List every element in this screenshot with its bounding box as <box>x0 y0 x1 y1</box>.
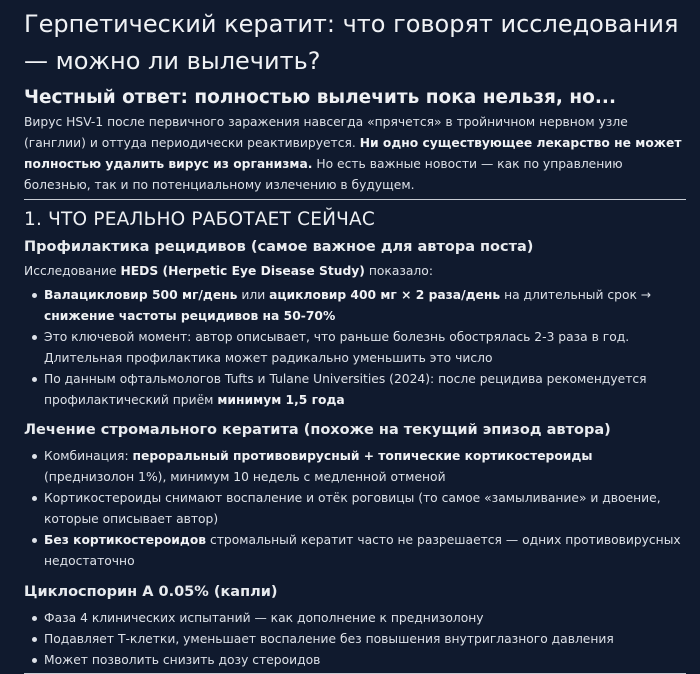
list-item <box>44 285 686 327</box>
cyclosporine-list <box>24 608 686 671</box>
list-item: Подавляет Т-клетки, уменьшает воспаление без повышения внутриглазного давления <box>44 629 686 650</box>
list-item-text: Кортикостероиды снимают воспаление и отёк роговицы (то самое «замыливание» и двоение, которые описывает автор) <box>44 491 661 526</box>
list-item-text: или <box>237 288 270 302</box>
prophylaxis-heading: Профилактика рецидивов (самое важное для автора поста) <box>24 239 534 255</box>
list-item-text: (преднизолон 1%), минимум 10 недель с медленной отменой <box>44 470 446 484</box>
stromal-heading: Лечение стромального кератита (похоже на текущий эпизод автора) <box>24 422 611 438</box>
list-item-text: Это ключевой момент: автор описывает, что раньше болезнь обострялась 2-3 раза в год. Длительная профилактика может радикально уменьшить это число <box>44 330 630 365</box>
study-name: HEDS (Herpetic Eye Disease Study) <box>120 264 365 278</box>
answer-heading: Честный ответ: полностью вылечить пока нельзя, но... <box>24 87 616 108</box>
study-prefix: Исследование <box>24 264 121 278</box>
duration-bold: минимум 1,5 года <box>217 393 345 407</box>
intro-text-1: Вирус HSV-1 после первичного заражения навсегда «прячется» в тройничном нервном узле (ганглии) и оттуда периодически реактивируется. <box>24 115 628 150</box>
list-item: Может позволить снизить дозу стероидов <box>44 650 686 671</box>
list-item <box>44 369 686 411</box>
study-paragraph <box>24 261 686 282</box>
intro-text-2: Но есть важные новости — как по управлению болезнью, так и по потенциальному излечению в будущем. <box>24 157 623 192</box>
list-item <box>44 488 686 530</box>
list-item: Фаза 4 клинических испытаний — как дополнение к преднизолону <box>44 608 686 629</box>
study-suffix: показало: <box>364 264 433 278</box>
list-item <box>44 327 686 369</box>
list-item-text: Комбинация: <box>44 449 133 463</box>
list-item-text: на длительный срок → <box>500 288 652 302</box>
cyclosporine-heading: Циклоспорин А 0.05% (капли) <box>24 584 278 600</box>
divider <box>24 199 686 200</box>
drug-acyclovir: ацикловир 400 мг × 2 раза/день <box>269 288 501 302</box>
prophylaxis-list <box>24 285 686 411</box>
intro-paragraph <box>24 112 686 196</box>
no-steroids-bold: Без кортикостероидов <box>44 533 207 547</box>
page-title: Герпетический кератит: что говорят исследования — можно ли вылечить? <box>24 10 679 75</box>
intro-bold: Ни одно существующее лекарство не может полностью удалить вирус из организма. <box>24 136 682 171</box>
list-item <box>44 530 686 572</box>
combination-bold: пероральный противовирусный + топические кортикостероиды <box>132 449 593 463</box>
stromal-list <box>24 446 686 572</box>
drug-valacyclovir: Валацикловир 500 мг/день <box>44 288 238 302</box>
recurrence-reduction: снижение частоты рецидивов на 50-70% <box>44 309 336 323</box>
list-item <box>44 446 686 488</box>
section-heading: 1. ЧТО РЕАЛЬНО РАБОТАЕТ СЕЙЧАС <box>24 209 376 230</box>
list-item-text: стромальный кератит часто не разрешается — одних противовирусных недостаточно <box>44 533 681 568</box>
list-item-text: По данным офтальмологов Tufts и Tulane Universities (2024): после рецидива рекомендуется профилактический приём <box>44 372 647 407</box>
